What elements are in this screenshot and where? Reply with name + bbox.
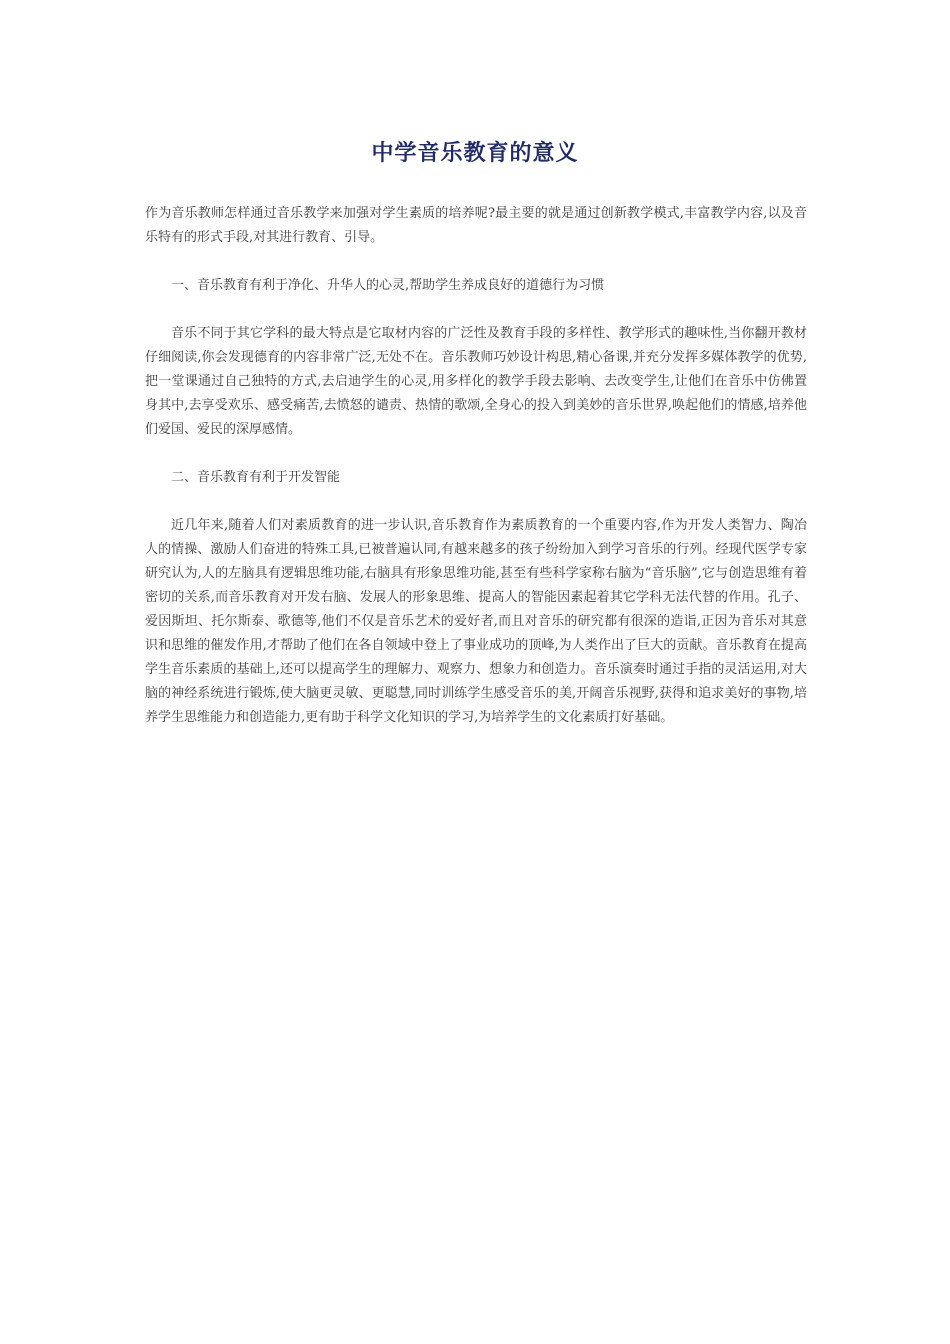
document-title: 中学音乐教育的意义 bbox=[371, 141, 579, 166]
section-2-heading: 二、音乐教育有利于开发智能 bbox=[171, 470, 341, 485]
paragraph-spacer bbox=[145, 442, 807, 466]
section-1-heading: 一、音乐教育有利于净化、升华人的心灵,帮助学生养成良好的道德行为习惯 bbox=[171, 278, 605, 293]
paragraph-spacer bbox=[145, 250, 807, 274]
document-body bbox=[145, 202, 807, 730]
section-1-body: 音乐不同于其它学科的最大特点是它取材内容的广泛性及教育手段的多样性、教学形式的趣味性,当你翻开教材仔细阅读,你会发现德育的内容非常广泛,无处不在。音乐教师巧妙设计构思,精心备课,并充分发挥多媒体教学的优势,把一堂课通过自己独特的方式,去启迪学生的心灵,用多样化的教学手段去影响、去改变学生,让他们在音乐中仿佛置身其中,去享受欢乐、感受痛苦,去愤怒的谴责、热情的歌颂,全身心的投入到美妙的音乐世界,唤起他们的情感,培养他们爱国、爱民的深厚感情。 bbox=[145, 326, 807, 437]
paragraph-spacer bbox=[145, 490, 807, 514]
intro-paragraph: 作为音乐教师怎样通过音乐教学来加强对学生素质的培养呢?最主要的就是通过创新教学模式,丰富教学内容,以及音乐特有的形式手段,对其进行教育、引导。 bbox=[145, 206, 807, 245]
section-2-body: 近几年来,随着人们对素质教育的进一步认识,音乐教育作为素质教育的一个重要内容,作为开发人类智力、陶冶人的情操、激励人们奋进的特殊工具,已被普遍认同,有越来越多的孩子纷纷加入到学习音乐的行列。经现代医学专家研究认为,人的左脑具有逻辑思维功能,右脑具有形象思维功能,甚至有些科学家称右脑为“音乐脑”,它与创造思维有着密切的关系,而音乐教育对开发右脑、发展人的形象思维、提高人的智能因素起着其它学科无法代替的作用。孔子、爱因斯坦、托尔斯泰、歌德等,他们不仅是音乐艺术的爱好者,而且对音乐的研究都有很深的造诣,正因为音乐对其意识和思维的催发作用,才帮助了他们在各自领域中登上了事业成功的顶峰,为人类作出了巨大的贡献。音乐教育在提高学生音乐素质的基础上,还可以提高学生的理解力、观察力、想象力和创造力。音乐演奏时通过手指的灵活运用,对大脑的神经系统进行锻炼,使大脑更灵敏、更聪慧,同时训练学生感受音乐的美,开阔音乐视野,获得和追求美好的事物,培养学生思维能力和创造能力,更有助于科学文化知识的学习,为培养学生的文化素质打好基础。 bbox=[145, 518, 807, 725]
paragraph-spacer bbox=[145, 298, 807, 322]
